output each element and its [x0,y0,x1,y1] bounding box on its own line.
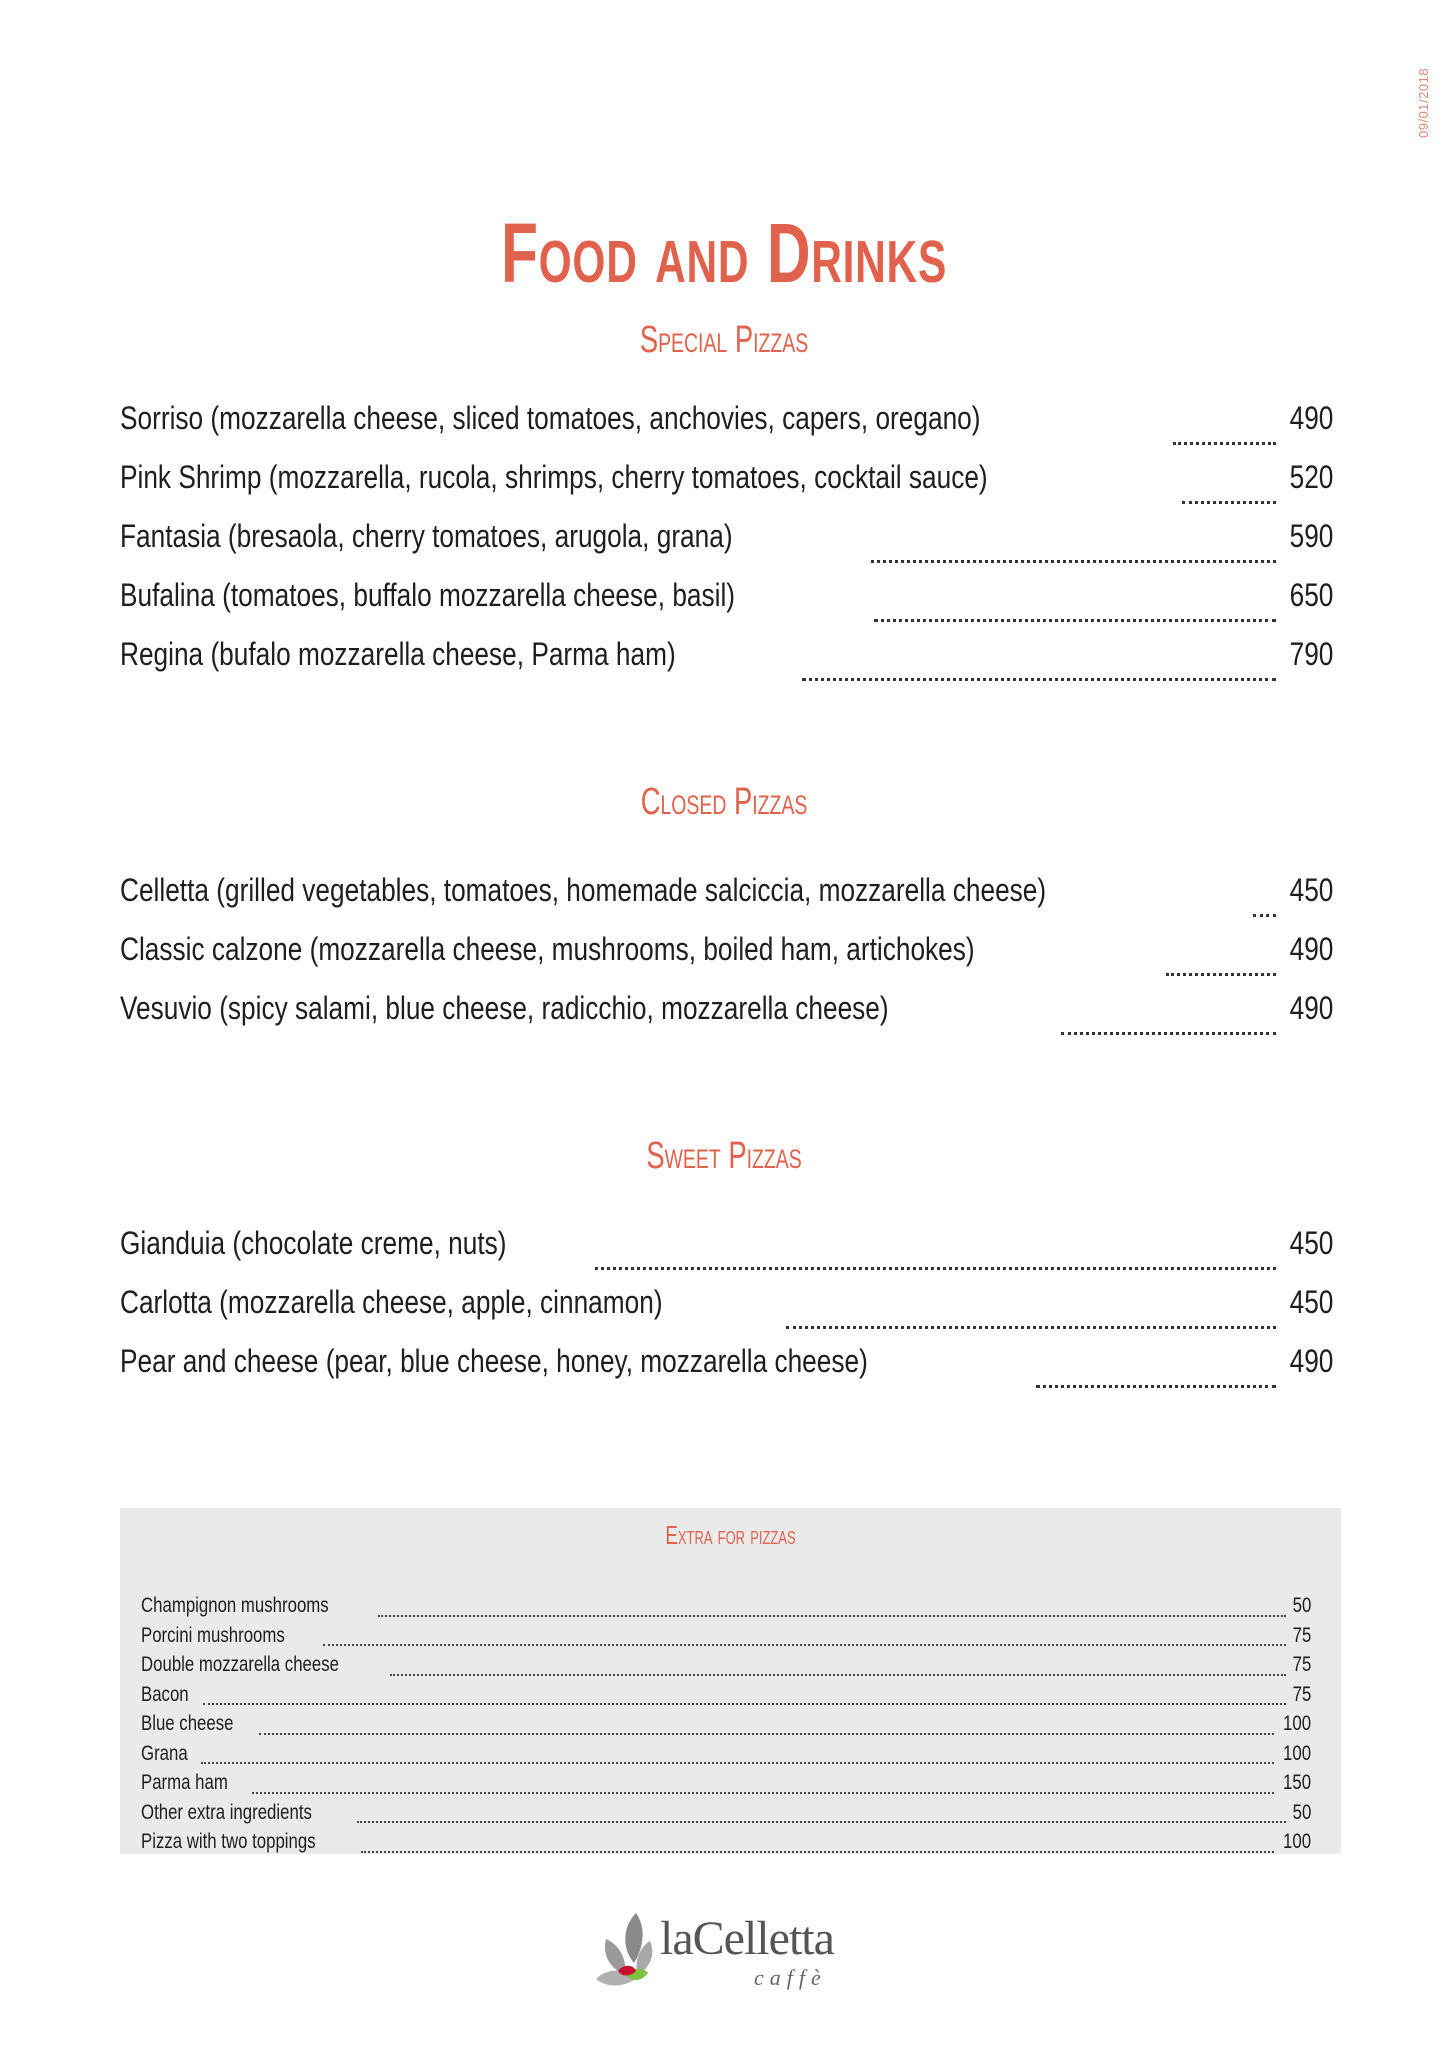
section-heading-sweet-pizzas: Sweet Pizzas [646,1135,802,1177]
dot-leader [1166,973,1275,976]
menu-item [120,990,1333,1049]
item-price: 450 [1289,1284,1333,1320]
extra-name: Pizza with two toppings [141,1830,316,1853]
closed-pizzas-list [120,872,1333,1049]
item-name: Bufalina (tomatoes, buffalo mozzarella cheese, basil) [120,577,736,613]
dot-leader [802,678,1276,681]
special-pizzas-list [120,400,1333,695]
item-price: 790 [1289,636,1333,672]
item-name: Sorriso (mozzarella cheese, sliced tomatoes, anchovies, capers, oregano) [120,400,981,436]
item-name: Gianduia (chocolate creme, nuts) [120,1225,507,1261]
dot-leader [871,560,1276,563]
item-name: Vesuvio (spicy salami, blue cheese, radicchio, mozzarella cheese) [120,990,889,1026]
extra-item [141,1653,1311,1683]
extra-name: Blue cheese [141,1712,234,1735]
section-heading-special-pizzas: Special Pizzas [639,319,809,361]
item-name: Pink Shrimp (mozzarella, rucola, shrimps, cherry tomatoes, cocktail sauce) [120,459,988,495]
item-name: Regina (bufalo mozzarella cheese, Parma ham) [120,636,676,672]
extra-price: 100 [1282,1830,1311,1853]
extra-price: 75 [1292,1682,1311,1706]
extra-price: 50 [1292,1594,1311,1617]
dot-leader [1036,1385,1276,1388]
item-name: Celletta (grilled vegetables, tomatoes, homemade salciccia, mozzarella cheese) [120,872,1047,908]
brand-logo [592,1905,862,2005]
dot-leader [1182,501,1275,504]
extra-name: Parma ham [141,1771,228,1794]
menu-item [120,636,1333,695]
extras-panel [120,1508,1341,1854]
logo-subtitle: caffè [754,1965,827,1990]
extra-item [141,1624,1311,1654]
extra-item [141,1830,1311,1860]
dot-leader [874,619,1276,622]
dot-leader [786,1326,1276,1329]
item-price: 450 [1289,872,1333,908]
item-price: 490 [1289,1343,1333,1379]
dot-leader [390,1674,1285,1676]
extra-price: 75 [1292,1653,1311,1676]
extras-list [141,1594,1311,1860]
item-price: 520 [1289,459,1333,495]
sweet-pizzas-list [120,1225,1333,1402]
leaf-logo-icon [592,1905,662,2005]
logo-wordmark: laCelletta [660,1912,834,1965]
dot-leader [595,1267,1275,1270]
item-name: Fantasia (bresaola, cherry tomatoes, arugola, grana) [120,518,733,554]
item-price: 490 [1289,931,1333,967]
extra-name: Champignon mushrooms [141,1594,329,1617]
item-price: 490 [1289,990,1333,1026]
extra-price: 50 [1292,1800,1311,1824]
item-price: 490 [1289,400,1333,436]
menu-item [120,577,1333,636]
menu-item [120,400,1333,459]
dot-leader [361,1851,1274,1853]
extra-item [141,1594,1311,1624]
extra-price: 100 [1282,1741,1311,1765]
extra-item [141,1712,1311,1742]
dot-leader [1253,914,1275,917]
extra-name: Double mozzarella cheese [141,1653,339,1676]
dot-leader [1173,442,1275,445]
menu-item [120,459,1333,518]
menu-item [120,1343,1333,1402]
extra-item [141,1683,1311,1713]
menu-item [120,1284,1333,1343]
extra-price: 75 [1292,1623,1311,1647]
extras-heading: Extra for pizzas [665,1520,796,1550]
dot-leader [259,1733,1274,1735]
menu-item [120,931,1333,990]
menu-item [120,872,1333,931]
menu-item [120,1225,1333,1284]
dot-leader [378,1615,1286,1617]
dot-leader [201,1762,1274,1764]
item-name: Classic calzone (mozzarella cheese, mushrooms, boiled ham, artichokes) [120,931,975,967]
extra-name: Bacon [141,1682,189,1706]
item-name: Carlotta (mozzarella cheese, apple, cinnamon) [120,1284,663,1320]
extra-name: Other extra ingredients [141,1800,312,1824]
item-price: 450 [1289,1225,1333,1261]
dot-leader [323,1644,1286,1646]
extra-price: 100 [1282,1712,1311,1735]
extra-name: Porcini mushrooms [141,1623,285,1647]
section-heading-closed-pizzas: Closed Pizzas [640,781,808,823]
item-price: 650 [1289,577,1333,613]
dot-leader [357,1821,1286,1823]
extra-item [141,1742,1311,1772]
extra-item [141,1771,1311,1801]
dot-leader [1061,1032,1275,1035]
page-title: Food and Drinks [501,206,947,300]
item-name: Pear and cheese (pear, blue cheese, honey, mozzarella cheese) [120,1343,868,1379]
dot-leader [252,1792,1274,1794]
extra-item [141,1801,1311,1831]
dot-leader [203,1703,1286,1705]
extra-name: Grana [141,1741,188,1765]
menu-date: 09/01/2018 [1416,67,1431,138]
menu-item [120,518,1333,577]
extra-price: 150 [1282,1771,1311,1794]
item-price: 590 [1289,518,1333,554]
